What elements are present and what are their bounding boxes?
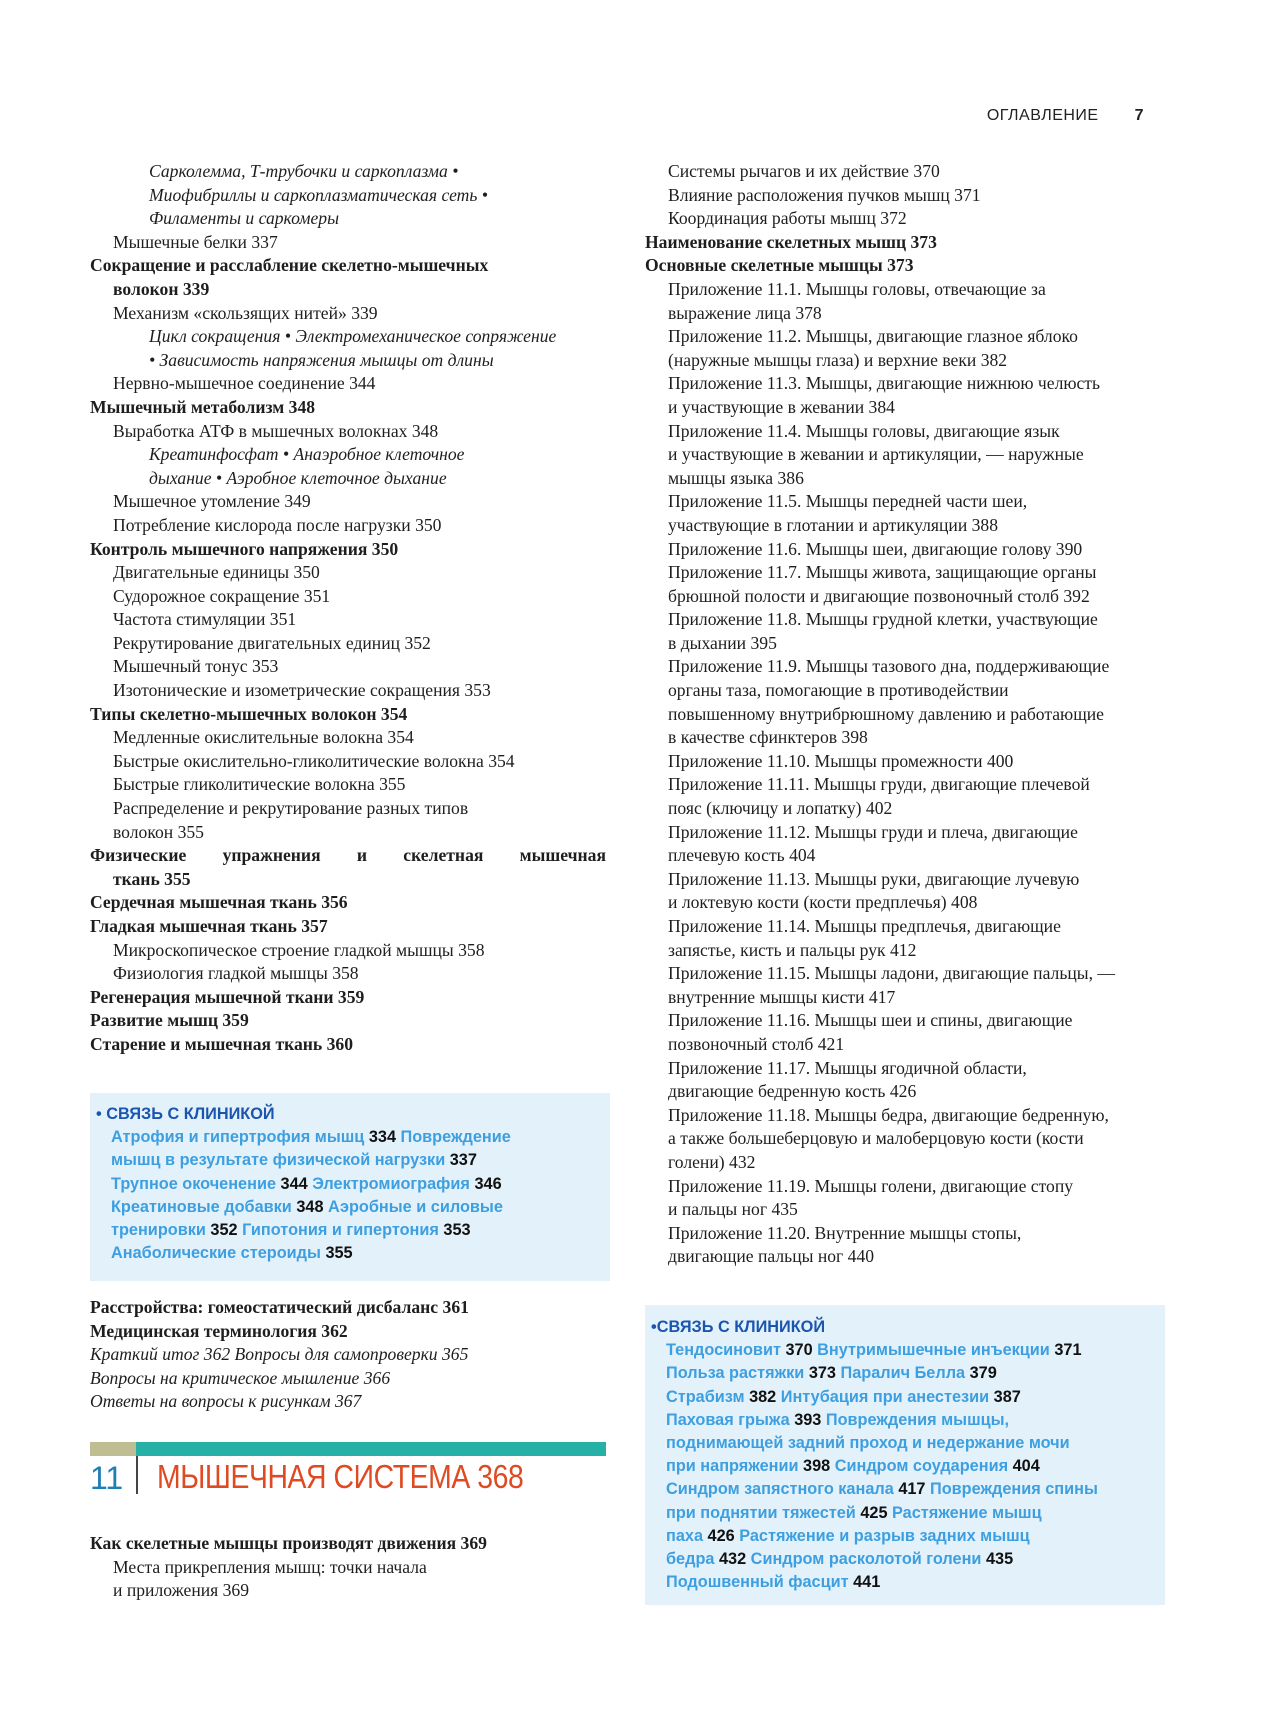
clinic-topic: поднимающей задний проход и недержание мочи xyxy=(666,1434,1070,1453)
right-column xyxy=(645,160,1165,1269)
toc-entry[interactable]: органы таза, помогающие в противодействии xyxy=(668,680,1009,701)
clinic-page: 426 xyxy=(707,1526,735,1545)
toc-entry[interactable]: участвующие в глотании и артикуляции 388 xyxy=(668,514,999,535)
toc-entry[interactable]: запястье, кисть и пальцы рук 412 xyxy=(668,939,917,960)
clinic-page: 398 xyxy=(803,1457,831,1476)
toc-entry[interactable]: Быстрые окислительно-гликолитические волокна 354 xyxy=(113,750,515,771)
toc-entry[interactable]: Приложение 11.1. Мышцы головы, отвечающие за xyxy=(668,278,1046,299)
toc-entry[interactable]: Приложение 11.14. Мышцы предплечья, двигающие xyxy=(668,916,1061,936)
clinic-topic: Интубация при анестезии xyxy=(776,1387,994,1406)
toc-subsub: • Зависимость напряжения мышцы от длины xyxy=(149,349,494,370)
toc-entry[interactable]: а также большеберцовую и малоберцовую кости (кости xyxy=(668,1128,1084,1149)
toc-entry[interactable]: повышенному внутрибрюшному давлению и работающие xyxy=(668,703,1104,724)
toc-entry[interactable]: Приложение 11.12. Мышцы груди и плеча, двигающие xyxy=(668,821,1078,842)
clinic-row[interactable]: Креатиновые добавки 348 Аэробные и силовые xyxy=(111,1197,503,1216)
clinic-page: 417 xyxy=(898,1480,926,1499)
clinic-page: 382 xyxy=(749,1387,777,1406)
toc-section[interactable]: Медицинская терминология 362 xyxy=(90,1320,348,1341)
clinic-row[interactable] xyxy=(666,1339,1165,1362)
toc-section[interactable]: Наименование скелетных мышц 373 xyxy=(645,231,937,252)
clinic-topic: Страбизм xyxy=(666,1387,750,1406)
clinic-title: • СВЯЗЬ С КЛИНИКОЙ xyxy=(96,1105,275,1123)
toc-entry[interactable]: Приложение 11.18. Мышцы бедра, двигающие бедренную, xyxy=(668,1104,1109,1125)
toc-entry[interactable]: мышцы языка 386 xyxy=(668,467,804,488)
toc-entry[interactable]: Быстрые гликолитические волокна 355 xyxy=(113,774,406,795)
toc-entry[interactable]: Микроскопическое строение гладкой мышцы 358 xyxy=(113,939,485,960)
toc-section[interactable]: Расстройства: гомеостатический дисбаланс 361 xyxy=(90,1297,469,1317)
toc-entry[interactable]: Физиология гладкой мышцы 358 xyxy=(113,963,359,984)
toc-entry[interactable]: Координация работы мышц 372 xyxy=(668,208,907,229)
toc-entry[interactable]: Приложение 11.4. Мышцы головы, двигающие язык xyxy=(668,420,1060,441)
toc-entry[interactable]: Распределение и рекрутирование разных типов xyxy=(113,798,469,819)
toc-entry[interactable]: Потребление кислорода после нагрузки 350 xyxy=(113,514,442,535)
clinic-page: 387 xyxy=(993,1387,1021,1406)
toc-entry[interactable]: и участвующие в жевании и артикуляции, — наружные xyxy=(668,444,1084,465)
chapter-divider xyxy=(136,1456,138,1494)
clinic-topic: Повреждения спины xyxy=(925,1480,1098,1499)
clinic-topic: Паралич Белла xyxy=(835,1364,970,1383)
toc-entry[interactable]: плечевую кость 404 xyxy=(668,845,816,866)
clinic-row[interactable]: мышц в результате физической нагрузки 337 xyxy=(111,1151,477,1170)
clinic-topic: Повреждения мышцы, xyxy=(821,1410,1010,1429)
toc-entry-cont[interactable]: и приложения 369 xyxy=(113,1580,250,1601)
toc-subsub: дыхание • Аэробное клеточное дыхание xyxy=(149,467,447,488)
left-end-entries xyxy=(90,1296,606,1414)
toc-entry[interactable]: Приложение 11.7. Мышцы живота, защищающие органы xyxy=(668,562,1097,583)
toc-subsub: Цикл сокращения • Электромеханическое сопряжение xyxy=(149,326,557,347)
toc-entry[interactable]: в дыхании 395 xyxy=(668,632,777,653)
header-section: ОГЛАВЛЕНИЕ xyxy=(986,107,1099,124)
toc-section[interactable]: Типы скелетно-мышечных волокон 354 xyxy=(90,703,408,724)
clinic-topic: бедра xyxy=(666,1550,719,1569)
toc-entry[interactable]: Судорожное сокращение 351 xyxy=(113,585,331,606)
toc-entry[interactable]: Приложение 11.2. Мышцы, двигающие глазное яблоко xyxy=(668,326,1078,347)
clinic-page: 370 xyxy=(785,1341,813,1360)
clinic-row[interactable]: Атрофия и гипертрофия мышц 334 Повреждение xyxy=(111,1128,511,1147)
toc-section-cont[interactable]: ткань 355 xyxy=(113,868,191,889)
toc-entry[interactable]: Двигательные единицы 350 xyxy=(113,562,320,583)
toc-italic[interactable]: Вопросы на критическое мышление 366 xyxy=(90,1367,391,1388)
toc-section[interactable]: Развитие мышц 359 xyxy=(90,1010,249,1031)
clinic-page: 441 xyxy=(853,1573,881,1592)
toc-entry[interactable]: Мышечные белки 337 xyxy=(113,231,278,252)
clinic-row[interactable]: Анаболические стероиды 355 xyxy=(111,1244,353,1263)
toc-entry[interactable]: брюшной полости и двигающие позвоночный столб 392 xyxy=(668,585,1090,606)
clinic-page: 404 xyxy=(1012,1457,1040,1476)
clinic-row[interactable] xyxy=(666,1432,1165,1455)
clinic-row[interactable] xyxy=(666,1478,1165,1501)
clinic-row[interactable] xyxy=(666,1548,1165,1571)
toc-entry[interactable]: Приложение 11.3. Мышцы, двигающие нижнюю челюсть xyxy=(668,373,1101,394)
clinic-row[interactable] xyxy=(666,1455,1165,1478)
clinic-topic: Растяжение и разрыв задних мышц xyxy=(734,1526,1030,1545)
left-column xyxy=(90,160,606,1057)
word: мышечная xyxy=(519,845,606,866)
toc-entry[interactable]: Места прикрепления мышц: точки начала xyxy=(113,1556,427,1577)
toc-entry[interactable]: двигающие бедренную кость 426 xyxy=(668,1081,917,1102)
clinic-row[interactable] xyxy=(666,1409,1165,1432)
toc-entry[interactable]: Приложение 11.9. Мышцы тазового дна, поддерживающие xyxy=(668,656,1110,677)
word: скелетная xyxy=(403,845,484,866)
clinic-page: 373 xyxy=(808,1364,836,1383)
toc-entry[interactable]: Частота стимуляции 351 xyxy=(113,609,297,630)
clinic-row[interactable] xyxy=(666,1362,1165,1385)
clinic-row[interactable] xyxy=(666,1502,1165,1525)
clinic-topic: Синдром соударения xyxy=(830,1457,1013,1476)
clinic-page: 371 xyxy=(1054,1341,1082,1360)
toc-entry[interactable]: позвоночный столб 421 xyxy=(668,1033,845,1054)
toc-entry[interactable]: Мышечный тонус 353 xyxy=(113,656,279,677)
clinic-topic: Синдром расколотой голени xyxy=(746,1550,986,1569)
toc-entry[interactable]: и пальцы ног 435 xyxy=(668,1199,798,1220)
clinic-topic: Польза растяжки xyxy=(666,1364,809,1383)
toc-section[interactable]: Сокращение и расслабление скелетно-мышечных xyxy=(90,255,489,276)
clinic-topic: Внутримышечные инъекции xyxy=(812,1341,1055,1360)
toc-entry[interactable]: Приложение 11.16. Мышцы шеи и спины, двигающие xyxy=(668,1010,1073,1031)
word: Физические xyxy=(90,845,187,866)
word: упражнения xyxy=(222,845,321,866)
toc-entry[interactable]: Влияние расположения пучков мышц 371 xyxy=(668,184,981,205)
toc-entry[interactable]: Приложение 11.15. Мышцы ладони, двигающие пальцы, — xyxy=(668,963,1115,984)
left-chapter-entries xyxy=(90,1532,606,1603)
clinic-page: 432 xyxy=(718,1550,747,1569)
clinic-topic: Подошвенный фасцит xyxy=(666,1573,854,1592)
toc-section[interactable]: Регенерация мышечной ткани 359 xyxy=(90,986,365,1007)
toc-italic[interactable]: Ответы на вопросы к рисункам 367 xyxy=(90,1391,362,1412)
toc-section-cont[interactable]: волокон 339 xyxy=(113,278,210,299)
chapter-bar-olive xyxy=(90,1442,136,1456)
toc-entry[interactable]: внутренние мышцы кисти 417 xyxy=(668,986,896,1007)
toc-entry[interactable]: и участвующие в жевании 384 xyxy=(668,396,895,417)
chapter-bar-teal xyxy=(136,1442,606,1456)
toc-entry[interactable]: Рекрутирование двигательных единиц 352 xyxy=(113,632,431,653)
toc-italic[interactable]: Краткий итог 362 Вопросы для самопроверки 365 xyxy=(90,1344,469,1365)
toc-section[interactable]: Основные скелетные мышцы 373 xyxy=(645,255,914,276)
toc-section[interactable]: Старение и мышечная ткань 360 xyxy=(90,1033,353,1054)
toc-section[interactable]: Контроль мышечного напряжения 350 xyxy=(90,538,399,559)
toc-entry[interactable]: Выработка АТФ в мышечных волокнах 348 xyxy=(113,420,439,441)
page-number: 7 xyxy=(1134,107,1144,124)
clinic-page: 379 xyxy=(969,1364,997,1383)
clinic-topic: паха xyxy=(666,1526,708,1545)
toc-section-justified[interactable] xyxy=(90,844,606,868)
toc-section[interactable]: Мышечный метаболизм 348 xyxy=(90,396,316,417)
clinic-topic: при поднятии тяжестей xyxy=(666,1503,861,1522)
clinic-row[interactable]: тренировки 352 Гипотония и гипертония 353 xyxy=(111,1221,471,1240)
chapter-number: 11 xyxy=(90,1460,124,1496)
clinic-row[interactable] xyxy=(666,1571,1165,1594)
word: и xyxy=(356,845,368,866)
clinic-row[interactable] xyxy=(666,1386,1165,1409)
clinic-row[interactable] xyxy=(666,1525,1165,1548)
toc-subsub: Креатинфосфат • Анаэробное клеточное xyxy=(149,444,465,465)
toc-section[interactable]: Сердечная мышечная ткань 356 xyxy=(90,892,348,913)
toc-entry[interactable]: выражение лица 378 xyxy=(668,302,822,323)
clinic-topic: Растяжение мышц xyxy=(887,1503,1042,1522)
toc-entry[interactable]: и локтевую кости (кости предплечья) 408 xyxy=(668,892,978,913)
toc-entry[interactable]: пояс (ключицу и лопатку) 402 xyxy=(668,798,893,819)
toc-entry[interactable]: (наружные мышцы глаза) и верхние веки 382 xyxy=(668,349,1008,370)
chapter-title: МЫШЕЧНАЯ СИСТЕМА 368 xyxy=(157,1458,524,1495)
toc-entry[interactable]: в качестве сфинктеров 398 xyxy=(668,727,868,748)
clinic-topic: Паховая грыжа xyxy=(666,1410,795,1429)
toc-entry[interactable]: двигающие пальцы ног 440 xyxy=(668,1246,875,1267)
clinic-row[interactable]: Трупное окоченение 344 Электромиография 346 xyxy=(111,1174,502,1193)
clinic-box-left xyxy=(90,1093,610,1281)
toc-entry[interactable]: Медленные окислительные волокна 354 xyxy=(113,727,414,748)
toc-section[interactable]: Как скелетные мышцы производят движения 369 xyxy=(90,1533,487,1553)
toc-entry[interactable]: Механизм «скользящих нитей» 339 xyxy=(113,302,378,323)
clinic-box-right xyxy=(645,1305,1165,1605)
toc-entry[interactable]: Приложение 11.19. Мышцы голени, двигающие стопу xyxy=(668,1175,1074,1196)
running-header xyxy=(987,107,1144,125)
toc-entry[interactable]: Мышечное утомление 349 xyxy=(113,491,311,512)
toc-entry[interactable]: Приложение 11.8. Мышцы грудной клетки, участвующие xyxy=(668,609,1098,630)
clinic-topic: Тендосиновит xyxy=(666,1341,786,1360)
toc-entry[interactable]: Приложение 11.13. Мышцы руки, двигающие лучевую xyxy=(668,868,1080,889)
toc-subsub: Филаменты и саркомеры xyxy=(149,208,339,229)
toc-entry[interactable]: Приложение 11.17. Мышцы ягодичной области, xyxy=(668,1057,1027,1078)
toc-entry[interactable]: Приложение 11.20. Внутренние мышцы стопы, xyxy=(668,1222,1022,1243)
clinic-topic: при напряжении xyxy=(666,1457,804,1476)
toc-entry[interactable]: Приложение 11.6. Мышцы шеи, двигающие голову 390 xyxy=(668,538,1083,559)
clinic-title: •СВЯЗЬ С КЛИНИКОЙ xyxy=(651,1318,826,1336)
clinic-page: 425 xyxy=(860,1503,888,1522)
clinic-topic: Синдром запястного канала xyxy=(666,1480,899,1499)
toc-entry[interactable]: Системы рычагов и их действие 370 xyxy=(668,161,940,181)
toc-section[interactable]: Гладкая мышечная ткань 357 xyxy=(90,916,328,936)
toc-entry[interactable]: Изотонические и изометрические сокращения 353 xyxy=(113,680,491,701)
toc-entry-cont[interactable]: волокон 355 xyxy=(113,821,204,842)
toc-entry[interactable]: голени) 432 xyxy=(668,1151,756,1172)
toc-entry[interactable]: Приложение 11.10. Мышцы промежности 400 xyxy=(668,750,1014,771)
toc-entry[interactable]: Приложение 11.11. Мышцы груди, двигающие плечевой xyxy=(668,774,1090,795)
clinic-page: 393 xyxy=(794,1410,822,1429)
clinic-page: 435 xyxy=(985,1550,1014,1569)
toc-subsub: Миофибриллы и саркоплазматическая сеть • xyxy=(149,184,488,205)
toc-entry[interactable]: Приложение 11.5. Мышцы передней части шеи, xyxy=(668,491,1028,512)
toc-subsub: Сарколемма, Т-трубочки и саркоплазма • xyxy=(149,161,459,181)
toc-entry[interactable]: Нервно-мышечное соединение 344 xyxy=(113,373,376,394)
